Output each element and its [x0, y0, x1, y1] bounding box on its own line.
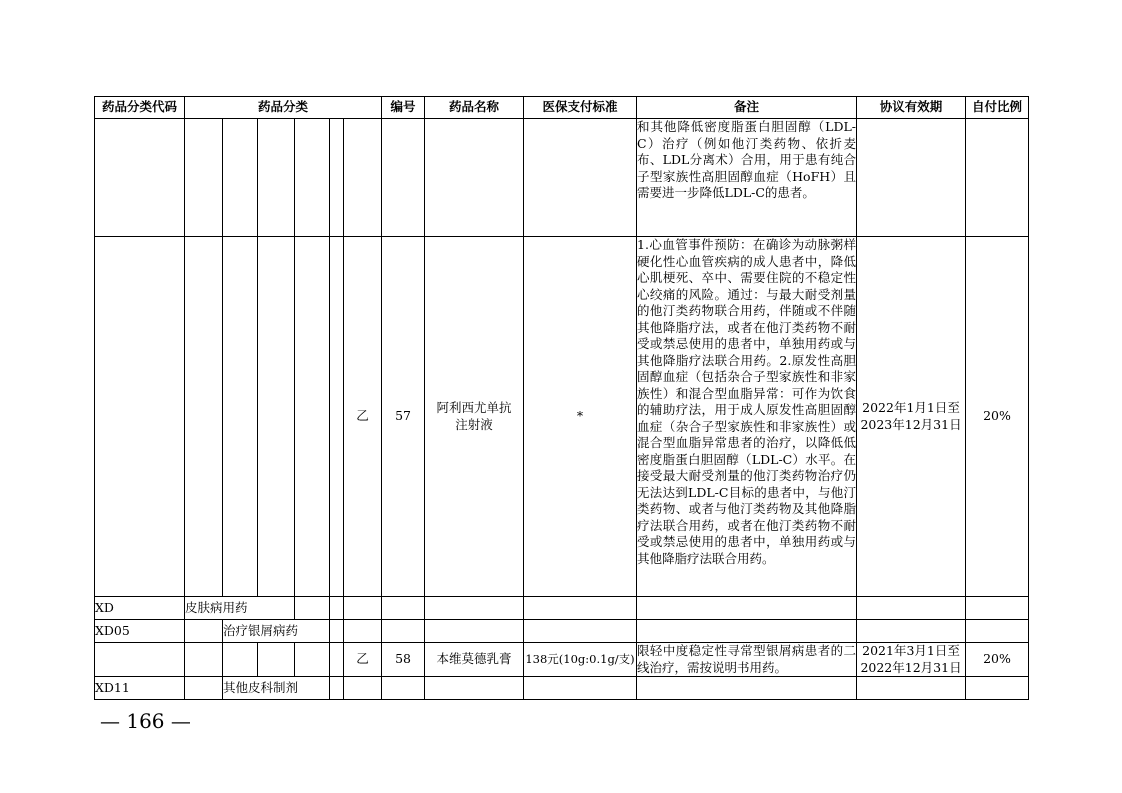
- validity-start: 2021年3月1日至: [862, 643, 960, 658]
- drug-validity: [857, 643, 966, 677]
- category-code: XD05: [95, 620, 185, 643]
- drug-grade: 乙: [344, 643, 382, 677]
- header-validity: 协议有效期: [857, 97, 966, 119]
- drug-name: 本维莫德乳膏: [425, 643, 524, 677]
- drug-remark: 限轻中度稳定性寻常型银屑病患者的二线治疗，需按说明书用药。: [637, 643, 857, 675]
- table-row: [95, 597, 1029, 620]
- drug-name: 阿利西尤单抗注射液: [425, 237, 524, 597]
- table-row: [95, 643, 1029, 677]
- header-payment: 医保支付标准: [524, 97, 637, 119]
- category-label: 皮肤病用药: [185, 597, 295, 620]
- drug-grade: 乙: [344, 237, 382, 597]
- table-header-row: [95, 97, 1029, 119]
- header-number: 编号: [382, 97, 425, 119]
- category-code: XD: [95, 597, 185, 620]
- drug-validity: [857, 237, 966, 597]
- header-category: 药品分类: [185, 97, 382, 119]
- drug-remark: 1.心血管事件预防：在确诊为动脉粥样硬化性心血管疾病的成人患者中，降低心肌梗死、卒中、需要住院的不稳定性心绞痛的风险。通过：与最大耐受剂量的他汀类药物联合用药，伴随或不伴随其他降脂疗法，或者在他汀类药物不耐受或禁忌使用的患者中，单独用药或与其他降脂疗法联合用药。2.原发性高胆固醇血症（包括杂合子型家族性和非家族性）和混合型血脂异常：可作为饮食的辅助疗法，用于成人原发性高胆固醇血症（杂合子型家族性和非家族性）或混合型血脂异常患者的治疗，以降低低密度脂蛋白胆固醇（LDL-C）水平。在接受最大耐受剂量的他汀类药物治疗仍无法达到LDL-C目标的患者中，与他汀类药物、或者与他汀类药物及其他降脂疗法联合用药，或者在他汀类药物不耐受或禁忌使用的患者中，单独用药或与其他降脂疗法联合用药。: [637, 237, 857, 597]
- category-label: 其他皮科制剂: [223, 677, 330, 700]
- validity-end: 2023年12月31日: [860, 416, 962, 432]
- drug-payment: *: [524, 237, 637, 597]
- header-remark: 备注: [637, 97, 857, 119]
- drug-ratio: 20%: [966, 643, 1029, 677]
- header-name: 药品名称: [425, 97, 524, 119]
- drug-ratio: 20%: [966, 237, 1029, 597]
- table-row: [95, 677, 1029, 700]
- validity-start: 2022年1月1日至: [862, 400, 960, 415]
- table-row: [95, 237, 1029, 597]
- validity-end: 2022年12月31日: [860, 659, 962, 675]
- header-code: 药品分类代码: [95, 97, 185, 119]
- drug-table: [94, 96, 1029, 700]
- page-number: — 166 —: [100, 709, 191, 733]
- category-code: XD11: [95, 677, 185, 700]
- category-label: 治疗银屑病药: [223, 620, 330, 643]
- drug-number: 57: [382, 237, 425, 597]
- remark-continued: 和其他降低密度脂蛋白胆固醇（LDL-C）治疗（例如他汀类药物、依折麦布、LDL分离术）合用，用于患有纯合子型家族性高胆固醇血症（HoFH）且需要进一步降低LDL-C的患者。: [637, 119, 857, 237]
- table-row: [95, 620, 1029, 643]
- drug-number: 58: [382, 643, 425, 677]
- table-row: [95, 119, 1029, 237]
- drug-payment: 138元(10g:0.1g/支): [524, 643, 637, 677]
- header-ratio: 自付比例: [966, 97, 1029, 119]
